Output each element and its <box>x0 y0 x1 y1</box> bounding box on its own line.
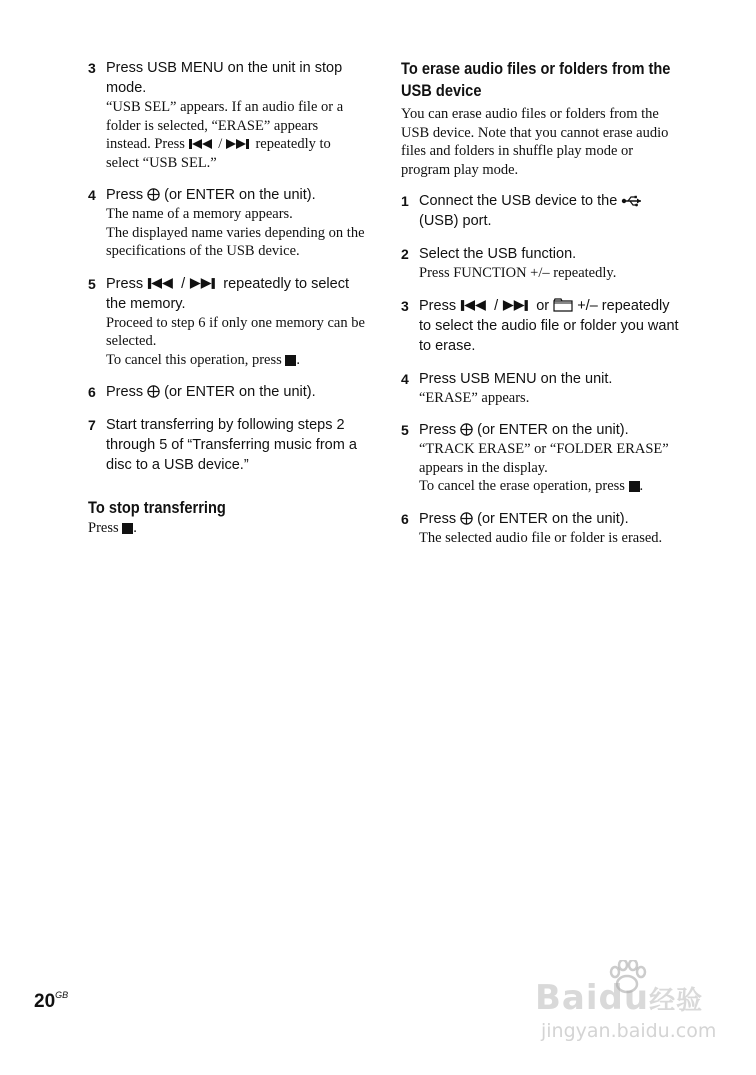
watermark-brand-text: du <box>598 978 650 1018</box>
step-number: 6 <box>401 510 409 527</box>
page-number <box>34 990 68 1013</box>
section-intro: You can erase audio files or folders from the USB device. Note that you cannot erase audio files and folders in shuffle play mode or program play mode. <box>401 106 669 178</box>
note-text: “USB SEL” appears. If an audio file or a folder is selected, “ERASE” appears instead. Press <box>106 99 344 152</box>
section-heading: To erase audio files or folders from the <box>401 59 671 78</box>
instruction-text: Press <box>419 422 457 438</box>
instruction-text: +/– <box>577 297 598 314</box>
watermark-brand-cn: 经验 <box>649 986 704 1016</box>
instruction-text: repeatedly to select the memory. <box>106 275 349 312</box>
separator: / <box>218 136 223 152</box>
step-number: 1 <box>401 193 409 209</box>
step-number: 4 <box>88 187 96 203</box>
next-track-icon <box>189 277 219 290</box>
enter-circle-plus-icon <box>147 385 160 398</box>
step-note: “ERASE” appears. <box>419 389 530 406</box>
instruction-text: (or ENTER on the unit). <box>164 187 316 203</box>
watermark-url: jingyan.baidu.com <box>541 1020 717 1042</box>
step-instruction <box>419 420 683 440</box>
step-note <box>106 98 366 172</box>
instruction-text: repeatedly to select the audio file or folder you want to erase. <box>419 297 679 354</box>
step-note <box>419 477 683 496</box>
next-track-icon <box>226 138 252 150</box>
step-6-right <box>401 509 683 548</box>
section-heading: USB device <box>401 81 482 100</box>
step-note: Press FUNCTION +/– repeatedly. <box>419 265 617 281</box>
folder-icon <box>553 298 573 312</box>
step-4-left <box>88 185 366 261</box>
enter-circle-plus-icon <box>460 512 473 525</box>
usb-icon <box>621 195 643 207</box>
note-text: To cancel this operation, press <box>106 351 282 368</box>
step-number: 2 <box>401 246 409 262</box>
step-3-left <box>88 58 366 172</box>
instruction-text: Press <box>419 297 457 314</box>
step-instruction <box>419 509 683 529</box>
step-3-right <box>401 296 683 356</box>
instruction-text: Press <box>106 275 144 292</box>
step-note: Proceed to step 6 if only one memory can be selected. <box>106 314 365 349</box>
previous-track-icon <box>189 138 215 150</box>
instruction-text: (or ENTER on the unit). <box>164 384 316 400</box>
step-number: 5 <box>401 422 409 438</box>
note-text: To cancel the erase operation, press <box>419 478 625 494</box>
step-5-right <box>401 420 683 496</box>
stop-square-icon <box>122 523 133 534</box>
enter-circle-plus-icon <box>147 188 160 201</box>
section-heading: To stop transferring <box>88 498 226 517</box>
step-instruction <box>419 296 683 356</box>
separator: / <box>181 275 186 292</box>
watermark-brand <box>535 978 703 1018</box>
step-instruction: Start transferring by following steps 2 through 5 of “Transferring music from a disc to a USB device.” <box>106 417 357 473</box>
right-column <box>401 58 683 560</box>
previous-track-icon <box>147 277 177 290</box>
step-note: “TRACK ERASE” or “FOLDER ERASE” appears in the display. <box>419 441 669 476</box>
instruction-text: (or ENTER on the unit). <box>477 510 629 527</box>
previous-track-icon <box>460 299 490 312</box>
step-5-left <box>88 274 366 370</box>
separator: / <box>494 297 499 314</box>
note-text: . <box>639 478 644 494</box>
note-text: . <box>296 351 300 368</box>
stop-transferring-section <box>88 497 366 538</box>
step-number: 4 <box>401 370 409 387</box>
step-note: The displayed name varies depending on the specifications of the USB device. <box>106 224 365 259</box>
watermark-brand-text: Bai <box>535 978 599 1018</box>
step-4-right <box>401 369 683 408</box>
note-text: . <box>133 520 137 536</box>
instruction-text: (or ENTER on the unit). <box>477 422 629 438</box>
section-text <box>88 519 366 538</box>
step-note <box>106 351 366 370</box>
step-1-right <box>401 191 683 231</box>
step-instruction <box>419 191 683 231</box>
step-number: 6 <box>88 384 96 400</box>
step-number: 3 <box>88 60 96 76</box>
step-6-left <box>88 382 366 402</box>
step-7-left <box>88 415 366 475</box>
stop-square-icon <box>629 481 640 492</box>
step-instruction <box>106 274 366 314</box>
instruction-text: Press <box>419 510 457 527</box>
page-number-value: 20 <box>34 991 56 1012</box>
instruction-text: Press <box>106 384 144 400</box>
note-text: repeatedly to select “USB SEL.” <box>106 136 331 171</box>
step-number: 5 <box>88 275 96 292</box>
note-text: Press <box>88 520 119 536</box>
step-2-right <box>401 244 683 283</box>
baidu-jingyan-watermark <box>535 960 715 1050</box>
left-column <box>88 58 366 538</box>
instruction-text: Press <box>106 187 144 203</box>
step-instruction: Press USB MENU on the unit. <box>419 370 613 387</box>
instruction-text: Connect the USB device to the <box>419 193 618 209</box>
step-note: The name of a memory appears. <box>106 206 293 222</box>
step-number: 3 <box>401 297 409 314</box>
instruction-text: (USB) port. <box>419 213 492 229</box>
step-instruction <box>106 185 366 205</box>
next-track-icon <box>502 299 532 312</box>
step-instruction: Press USB MENU on the unit in stop mode. <box>106 60 343 96</box>
page-region-suffix: GB <box>55 990 69 1000</box>
instruction-text: or <box>536 297 550 314</box>
step-instruction <box>106 382 366 402</box>
step-number: 7 <box>88 417 96 433</box>
step-note: The selected audio file or folder is erased. <box>419 529 663 546</box>
stop-square-icon <box>285 355 296 366</box>
step-instruction: Select the USB function. <box>419 246 577 262</box>
enter-circle-plus-icon <box>460 423 473 436</box>
